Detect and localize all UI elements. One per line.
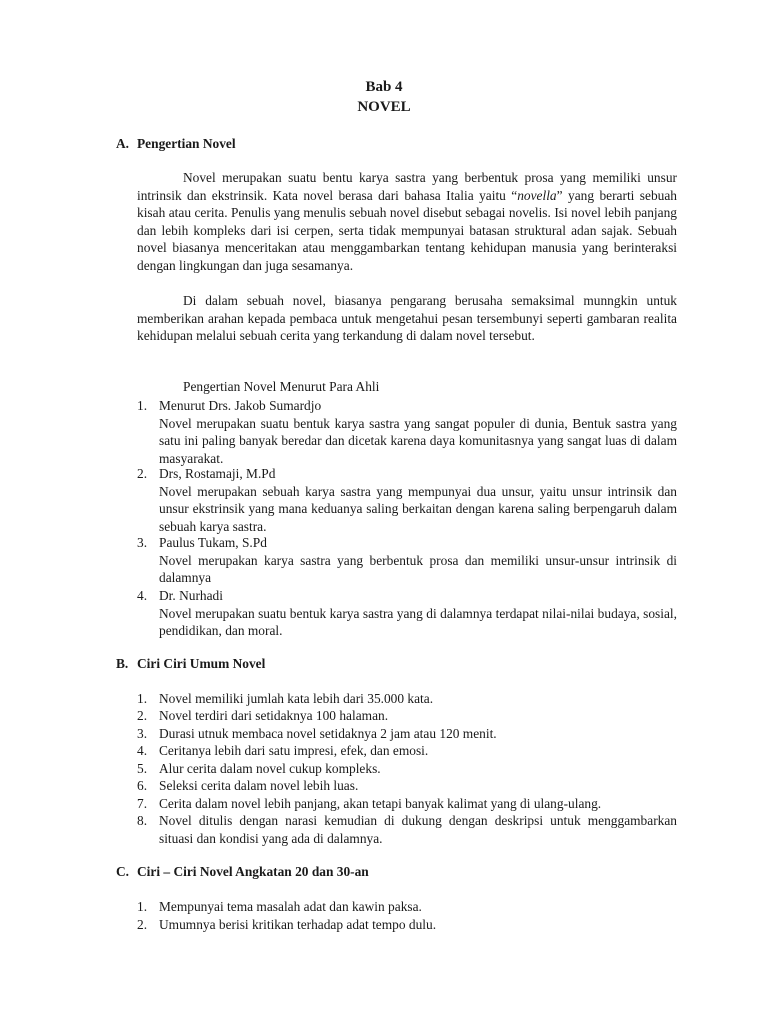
expert-item <box>137 465 677 535</box>
list-number: 2. <box>137 708 148 723</box>
expert-name: Menurut Drs. Jakob Sumardjo <box>159 398 322 413</box>
paragraph-2-text: Di dalam sebuah novel, biasanya pengarang berusaha semaksimal munngkin untuk memberikan arahan kepada pembaca untuk mengetahui pesan tersembunyi seperti gambaran realita kehidupan melalui sebuah cerita yang terkandung di dalam novel tersebut. <box>137 293 677 344</box>
section-a-paragraph-2 <box>137 292 677 345</box>
list-item <box>137 777 677 795</box>
list-number: 1. <box>137 899 148 914</box>
expert-name: Drs, Rostamaji, M.Pd <box>159 466 276 481</box>
expert-item <box>137 587 677 640</box>
expert-definition: Novel merupakan suatu bentuk karya sastra yang sangat populer di dunia, Bentuk sastra yang satu ini paling banyak beredar dan dicetak karena daya komunitasnya yang sangat luas di dalam masyarakat. <box>159 415 677 466</box>
section-a-paragraph-1 <box>137 169 677 275</box>
section-a-title: Pengertian Novel <box>137 136 236 151</box>
list-text: Novel terdiri dari setidaknya 100 halaman. <box>159 708 389 723</box>
expert-number: 3. <box>137 535 148 550</box>
expert-number: 2. <box>137 466 148 481</box>
list-item <box>137 898 677 916</box>
expert-number: 4. <box>137 588 148 603</box>
list-text: Novel memiliki jumlah kata lebih dari 35.000 kata. <box>159 691 434 706</box>
expert-number: 1. <box>137 398 148 413</box>
list-number: 5. <box>137 761 148 776</box>
paragraph-1-italic-term: novella <box>517 187 557 203</box>
section-b-heading <box>116 656 265 672</box>
paragraph-1-text-a: Novel merupakan suatu bentu karya sastra yang berbentuk prosa yang memiliki unsur intrinsik dan ekstrinsik. Kata novel berasa dari bahasa Italia yaitu “ <box>137 170 677 203</box>
list-text: Novel ditulis dengan narasi kemudian di dukung dengan deskripsi untuk menggambarkan situasi dan kondisi yang ada di dalamnya. <box>159 813 677 846</box>
section-c-heading <box>116 864 369 880</box>
section-c-title: Ciri – Ciri Novel Angkatan 20 dan 30-an <box>137 864 369 879</box>
list-text: Seleksi cerita dalam novel lebih luas. <box>159 778 359 793</box>
section-a-letter: A. <box>116 136 130 151</box>
expert-item <box>137 397 677 467</box>
list-item <box>137 812 677 847</box>
experts-subtitle: Pengertian Novel Menurut Para Ahli <box>183 379 380 394</box>
list-item <box>137 760 677 778</box>
expert-definition: Novel merupakan karya sastra yang berbentuk prosa dan memiliki unsur-unsur intrinsik di dalamnya <box>159 552 677 586</box>
list-text: Alur cerita dalam novel cukup kompleks. <box>159 761 381 776</box>
list-number: 8. <box>137 813 148 828</box>
list-number: 7. <box>137 796 148 811</box>
list-text: Cerita dalam novel lebih panjang, akan tetapi banyak kalimat yang di ulang-ulang. <box>159 796 602 811</box>
page-title: NOVEL <box>357 99 411 115</box>
paragraph-1-text-b: ” yang berarti sebuah kisah atau cerita. Penulis yang menulis sebuah novel disebut sebagai novelis. Isi novel lebih panjang dan lebih kompleks dari isi cerpen, serta tidak mempunyai batasan struktural adan sajak. Sebuah novel biasanya menceritakan atau menggambarkan tentang kehidupan manusia yang berinteraksi dengan lingkungan dan juga sesamanya. <box>137 187 677 273</box>
list-number: 1. <box>137 691 148 706</box>
section-b-letter: B. <box>116 656 129 671</box>
expert-name: Dr. Nurhadi <box>159 588 223 603</box>
list-item <box>137 916 677 934</box>
list-item <box>137 742 677 760</box>
list-item <box>137 795 677 813</box>
list-text: Durasi utnuk membaca novel setidaknya 2 jam atau 120 menit. <box>159 726 497 741</box>
list-number: 2. <box>137 917 148 932</box>
list-item <box>137 690 677 708</box>
section-c-letter: C. <box>116 864 130 879</box>
expert-name: Paulus Tukam, S.Pd <box>159 535 267 550</box>
list-number: 3. <box>137 726 148 741</box>
list-number: 4. <box>137 743 148 758</box>
list-number: 6. <box>137 778 148 793</box>
expert-item <box>137 534 677 587</box>
list-text: Mempunyai tema masalah adat dan kawin paksa. <box>159 899 422 914</box>
list-item <box>137 725 677 743</box>
expert-definition: Novel merupakan suatu bentuk karya sastra yang di dalamnya terdapat nilai-nilai budaya, sosial, pendidikan, dan moral. <box>159 605 677 639</box>
chapter-label: Bab 4 <box>365 79 403 95</box>
list-text: Umumnya berisi kritikan terhadap adat tempo dulu. <box>159 917 437 932</box>
list-text: Ceritanya lebih dari satu impresi, efek, dan emosi. <box>159 743 429 758</box>
list-item <box>137 707 677 725</box>
section-a-heading <box>116 136 236 152</box>
section-b-title: Ciri Ciri Umum Novel <box>137 656 266 671</box>
expert-definition: Novel merupakan sebuah karya sastra yang mempunyai dua unsur, yaitu unsur intrinsik dan unsur ekstrinsik yang mana keduanya saling berkaitan dengan karena saling berpengaruh dalam sebuah karya sastra. <box>159 483 677 534</box>
